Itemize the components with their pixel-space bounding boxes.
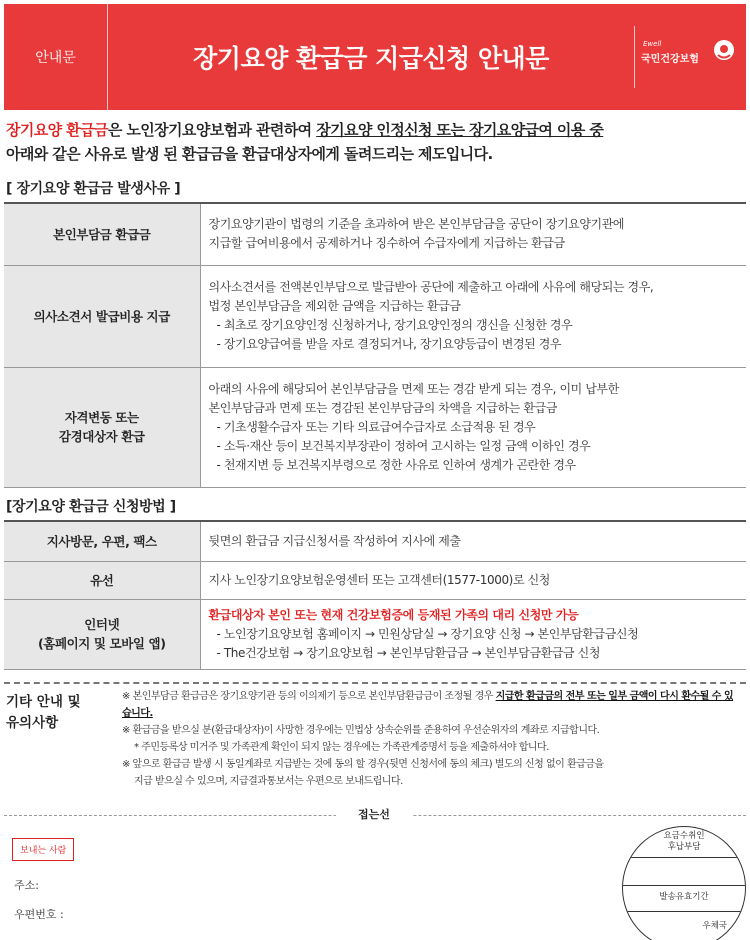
row-label: 유선 — [4, 561, 200, 599]
etc-section — [4, 682, 746, 800]
address-label: 주소: — [14, 879, 39, 892]
content-bullet: - 장기요양급여를 받을 자로 결정되거나, 장기요양등급이 변경된 경우 — [216, 337, 562, 351]
label-line: 감경대상자 환급 — [58, 429, 145, 444]
nhis-logo — [634, 26, 746, 88]
table-row — [4, 561, 746, 599]
row-content — [200, 203, 746, 265]
logo-sub: Ewell — [643, 40, 662, 48]
content-bullet: - 노인장기요양보험 홈페이지 → 민원상담실 → 장기요양 신청 → 본인부담환급금신청 — [216, 626, 639, 641]
note-subitem: 지급 받으실 수 있으며, 지급결과통보서는 우편으로 보내드립니다. — [134, 776, 403, 787]
reasons-table — [4, 202, 746, 488]
intro-term: 장기요양 환급금 — [6, 121, 108, 139]
stamp-top-line: 요금수취인 — [663, 831, 705, 841]
row-label — [4, 599, 200, 669]
page-title: 장기요양 환급금 지급신청 안내문 — [193, 44, 549, 73]
reasons-title: [ 장기요양 환급금 발생사유 ] — [6, 181, 181, 197]
content-line: 장기요양기관이 법령의 기준을 초과하여 받은 본인부담금을 공단이 장기요양기관에 — [208, 217, 625, 232]
table-row — [4, 367, 746, 487]
content-line: 법정 본인부담금을 제외한 금액을 지급하는 환급금 — [208, 299, 461, 313]
postage-stamp-circle — [622, 826, 746, 940]
logo-name: 국민건강보험 — [641, 54, 699, 65]
content-bullet: - 소득·재산 등이 보건복지부장관이 정하여 고시하는 일정 금액 이하인 경우 — [216, 438, 591, 453]
content-line: 의사소견서를 전액본인부담으로 발급받아 공단에 제출하고 아래에 사유에 해당되는 경우, — [208, 280, 654, 294]
fold-label: 접는선 — [336, 806, 412, 822]
table-row — [4, 599, 746, 669]
note-subitem: * 주민등록상 미거주 및 가족관계 확인이 되지 않는 경우에는 가족관계증명서 등을 제출하셔야 합니다. — [134, 742, 549, 753]
row-content: 뒷면의 환급금 지급신청서를 작성하여 지사에 제출 — [200, 521, 746, 561]
table-row — [4, 265, 746, 367]
stamp-divider — [623, 857, 745, 858]
row-content: 지사 노인장기요양보험운영센터 또는 고객센터(1577-1000)로 신청 — [200, 561, 746, 599]
stamp-bottom: 우체국 — [702, 921, 727, 931]
sender-badge: 보내는 사람 — [12, 838, 74, 861]
header-banner — [4, 4, 746, 110]
stamp-top-line: 후납부담 — [667, 842, 701, 852]
postcode-label: 우편번호 : — [14, 908, 64, 921]
intro-text — [6, 118, 746, 166]
table-row — [4, 203, 746, 265]
content-line: 아래의 사유에 해당되어 본인부담금을 면제 또는 경감 받게 되는 경우, 이미 납부한 — [208, 381, 619, 396]
label-line: 자격변동 또는 — [64, 410, 139, 425]
notice-tag: 안내문 — [4, 4, 108, 110]
methods-title: [장기요양 환급금 신청방법 ] — [6, 499, 176, 515]
row-label: 의사소견서 발급비용 지급 — [4, 265, 200, 367]
note-item — [122, 688, 740, 722]
etc-notes — [122, 688, 740, 790]
intro-part1: 은 노인장기요양보험과 관련하여 — [107, 121, 317, 139]
logo-mark-icon — [712, 38, 736, 62]
note-text: ※ 본인부담금 환급금은 장기요양기관 등의 이의제기 등으로 본인부담환급금이 조정될 경우 — [122, 691, 496, 702]
stamp-top — [623, 831, 745, 853]
stamp-divider — [623, 911, 745, 912]
content-line: 본인부담금과 면제 또는 경감된 본인부담금의 차액을 지급하는 환급금 — [208, 400, 557, 415]
note-item: ※ 환급금을 받으실 분(환급대상자)이 사망한 경우에는 민법상 상속순위를 준용하여 우선순위자의 계좌로 지급합니다. — [122, 725, 600, 736]
methods-table — [4, 520, 746, 670]
content-bullet: - 최초로 장기요양인정 신청하거나, 장기요양인정의 갱신을 신청한 경우 — [216, 318, 573, 332]
label-line: 인터넷 — [84, 617, 120, 632]
internet-highlight: 환급대상자 본인 또는 현재 건강보험증에 등재된 가족의 대리 신청만 가능 — [208, 607, 579, 622]
table-row — [4, 521, 746, 561]
row-label: 본인부담금 환급금 — [4, 203, 200, 265]
note-emphasis: 지급한 환급금의 전부 또는 일부 금액이 다시 환수될 수 있습니다. — [122, 691, 734, 719]
row-label: 지사방문, 우편, 팩스 — [4, 521, 200, 561]
content-bullet: - The건강보험 → 장기요양보험 → 본인부담환급금 → 본인부담금환급금 신청 — [216, 645, 601, 660]
row-content — [200, 265, 746, 367]
note-item: ※ 앞으로 환급금 발생 시 동일계좌로 지급받는 것에 동의 할 경우(뒷면 신청서에 동의 체크) 별도의 신청 없이 환급금을 — [122, 759, 604, 770]
etc-label — [6, 692, 106, 734]
content-bullet: - 기초생활수급자 또는 기타 의료급여수급자로 소급적용 된 경우 — [216, 419, 536, 434]
label-line: (홈페이지 및 모바일 앱) — [37, 636, 166, 651]
row-label — [4, 367, 200, 487]
content-line: 지급할 급여비용에서 공제하거나 징수하여 수급자에게 지급하는 환급금 — [208, 236, 565, 251]
row-content — [200, 599, 746, 669]
content-bullet: - 천재지변 등 보건복지부령으로 정한 사유로 인하여 생계가 곤란한 경우 — [216, 457, 576, 472]
intro-line2: 아래와 같은 사유로 발생 된 환급금을 환급대상자에게 돌려드리는 제도입니다. — [6, 145, 493, 163]
label-line: 유의사항 — [6, 715, 59, 731]
row-content — [200, 367, 746, 487]
label-line: 기타 안내 및 — [6, 694, 81, 710]
stamp-mid: 발송유효기간 — [623, 885, 745, 902]
intro-underline: 장기요양 인정신청 또는 장기요양급여 이용 중 — [316, 121, 604, 139]
